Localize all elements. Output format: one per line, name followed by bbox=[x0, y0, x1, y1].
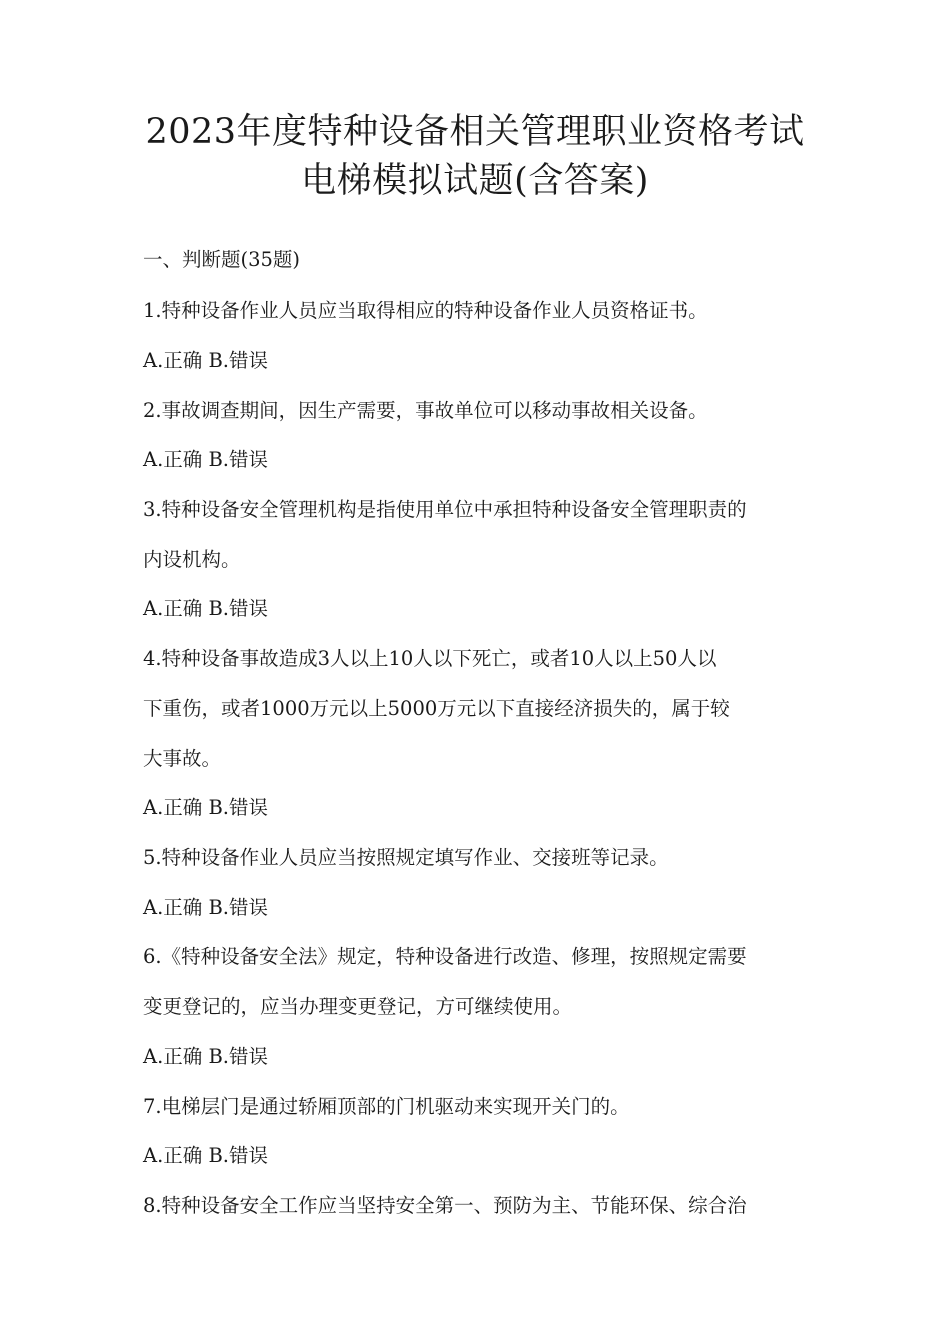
question-4-text: 4.特种设备事故造成3人以上10人以下死亡，或者10人以上50人以 bbox=[143, 647, 717, 670]
question-6-text-continued: 变更登记的，应当办理变更登记，方可继续使用。 bbox=[143, 995, 573, 1018]
question-7-options: A.正确 B.错误 bbox=[143, 1144, 269, 1167]
question-8-text: 8.特种设备安全工作应当坚持安全第一、预防为主、节能环保、综合治 bbox=[143, 1194, 747, 1217]
question-5-text: 5.特种设备作业人员应当按照规定填写作业、交接班等记录。 bbox=[143, 846, 669, 869]
question-4-text-continued: 下重伤，或者1000万元以上5000万元以下直接经济损失的，属于较 bbox=[143, 697, 730, 720]
question-2-options: A.正确 B.错误 bbox=[143, 448, 269, 471]
question-2-text: 2.事故调查期间，因生产需要，事故单位可以移动事故相关设备。 bbox=[143, 399, 708, 422]
question-4-text-continued: 大事故。 bbox=[143, 747, 222, 770]
question-1-options: A.正确 B.错误 bbox=[143, 349, 269, 372]
question-3-options: A.正确 B.错误 bbox=[143, 597, 269, 620]
document-title-line-1: 2023年度特种设备相关管理职业资格考试 bbox=[145, 112, 805, 152]
question-6-text: 6.《特种设备安全法》规定，特种设备进行改造、修理，按照规定需要 bbox=[143, 945, 747, 968]
question-3-text-continued: 内设机构。 bbox=[143, 548, 241, 571]
question-1-text: 1.特种设备作业人员应当取得相应的特种设备作业人员资格证书。 bbox=[143, 299, 708, 322]
question-3-text: 3.特种设备安全管理机构是指使用单位中承担特种设备安全管理职责的 bbox=[143, 498, 747, 521]
question-5-options: A.正确 B.错误 bbox=[143, 896, 269, 919]
section-heading: 一、判断题(35题) bbox=[143, 248, 301, 271]
question-4-options: A.正确 B.错误 bbox=[143, 796, 269, 819]
document-title-line-2: 电梯模拟试题(含答案) bbox=[301, 161, 649, 201]
question-7-text: 7.电梯层门是通过轿厢顶部的门机驱动来实现开关门的。 bbox=[143, 1095, 630, 1118]
question-6-options: A.正确 B.错误 bbox=[143, 1045, 269, 1068]
